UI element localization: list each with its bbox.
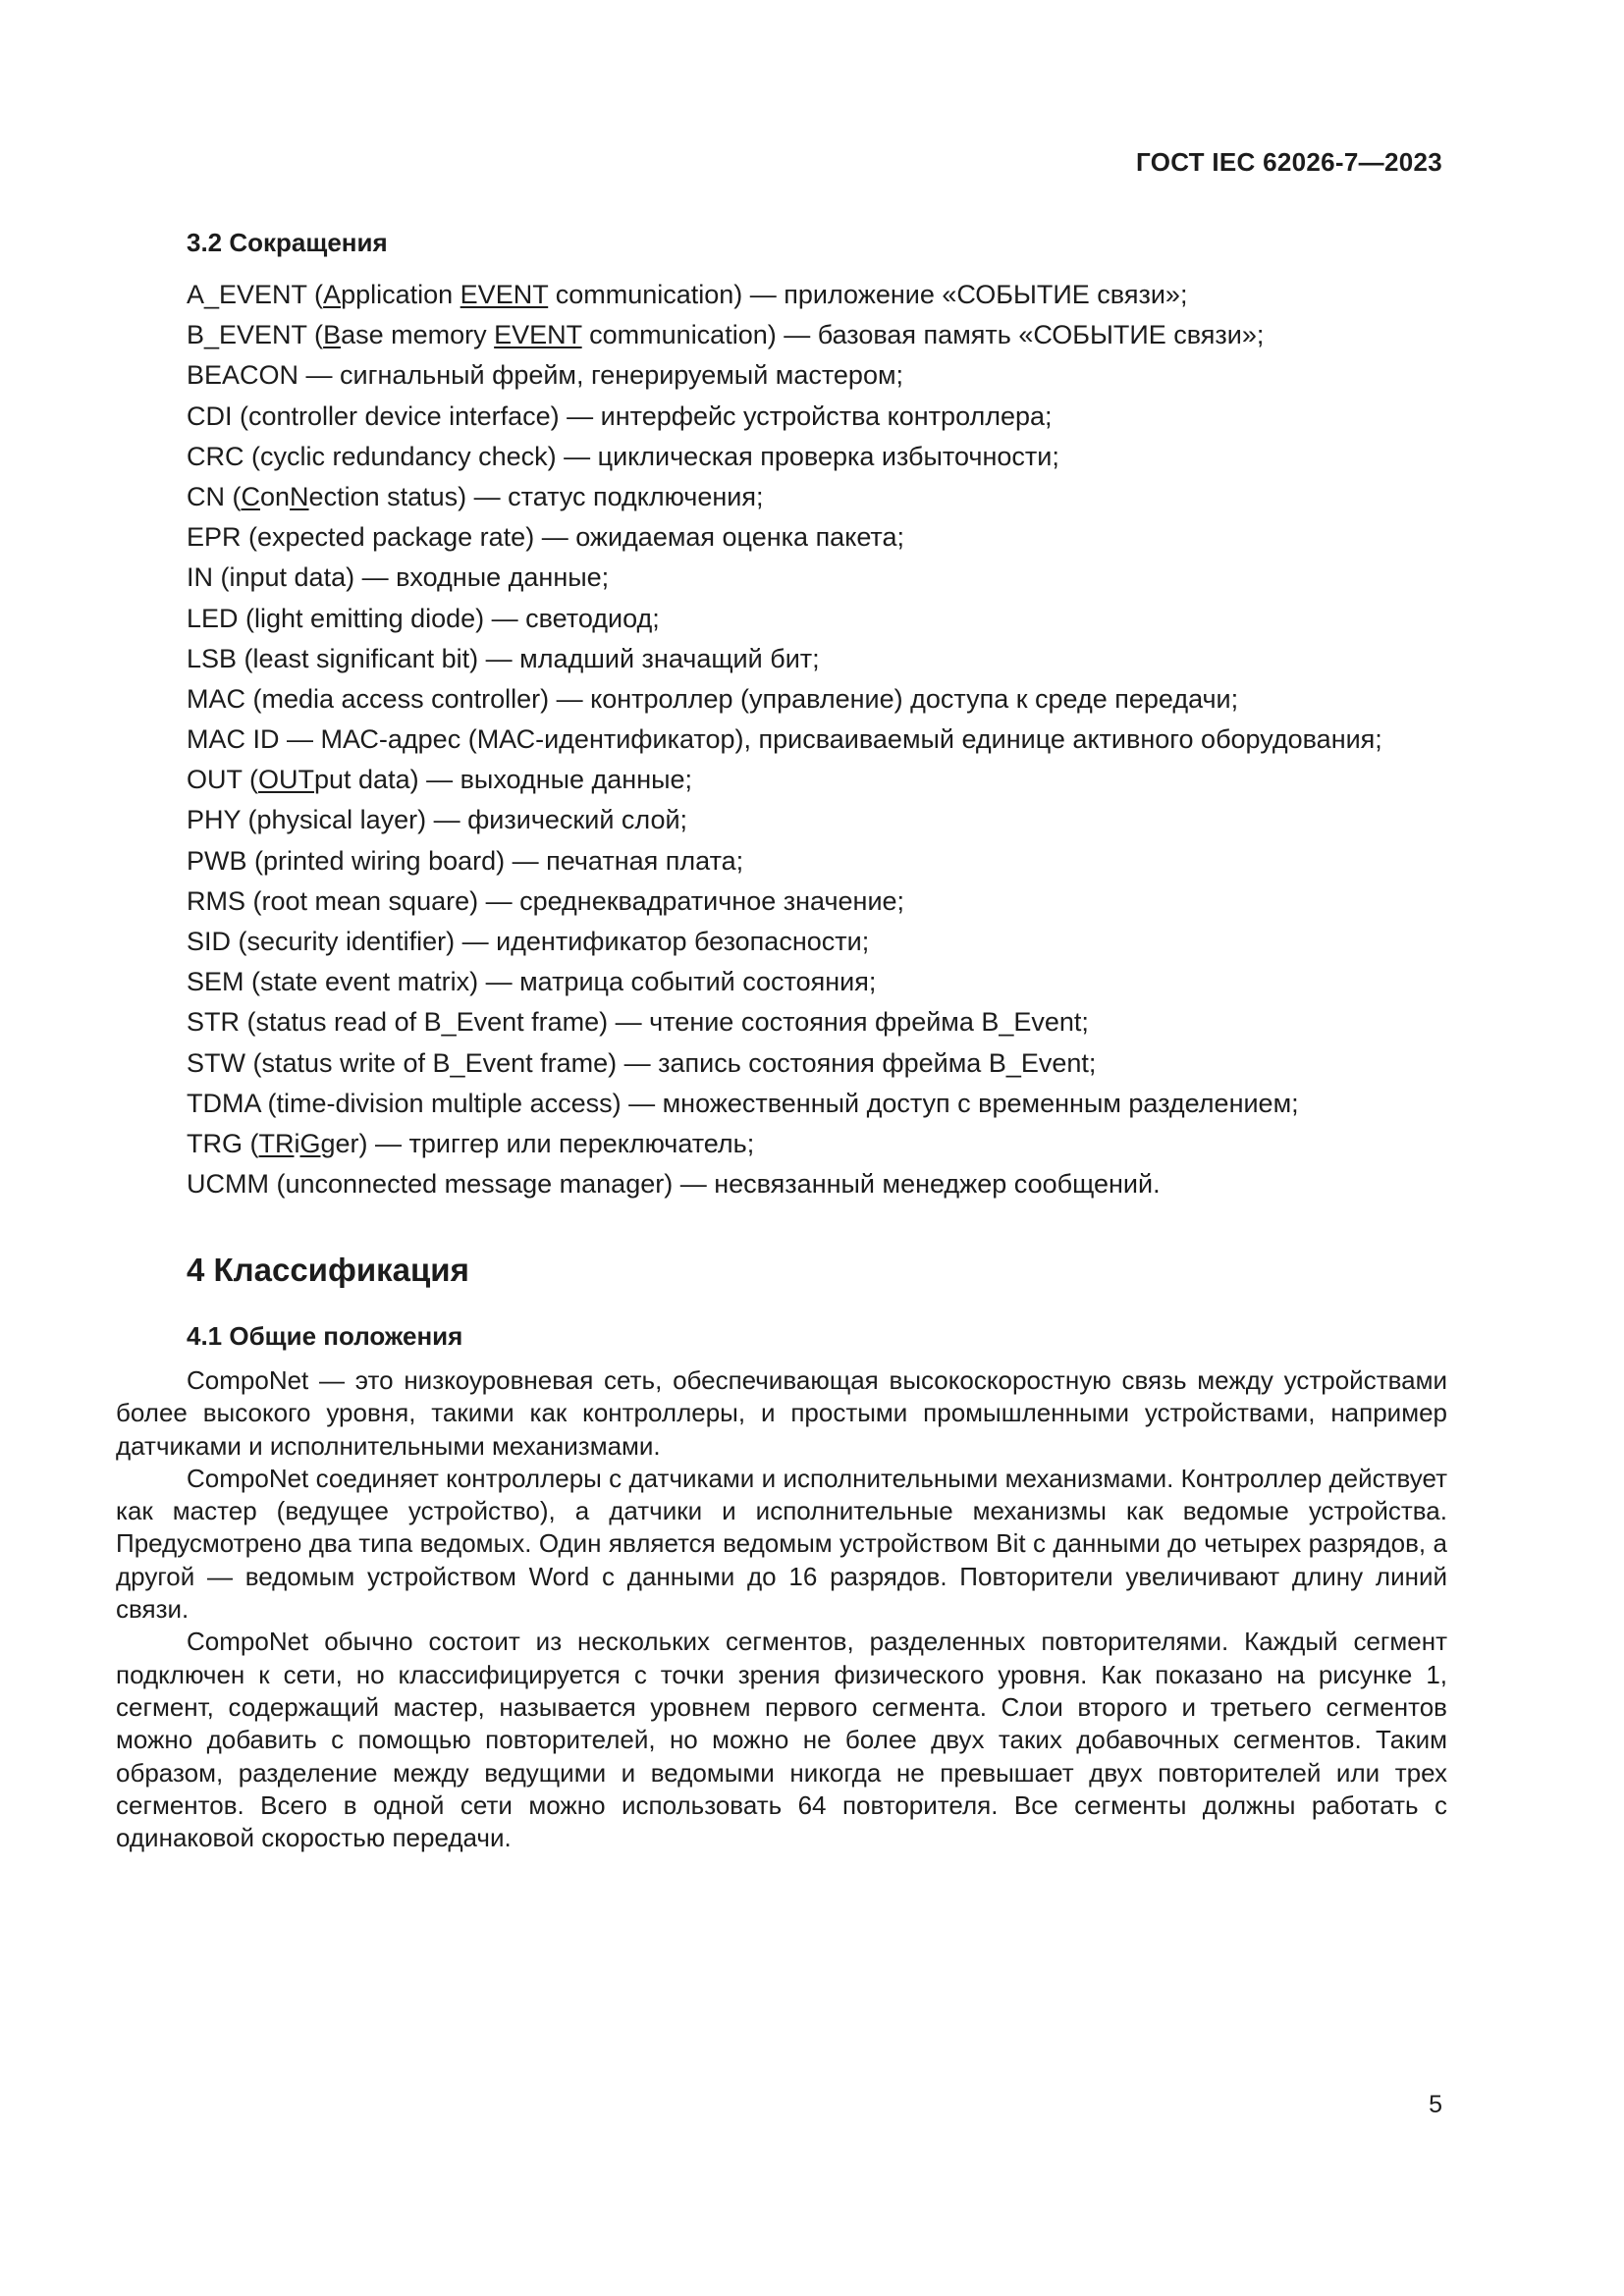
abbreviation-text: PWB (printed wiring board) — печатная плата; — [187, 845, 744, 876]
section-heading-general: 4.1 Общие положения — [187, 1321, 463, 1351]
abbreviation-item — [187, 477, 1453, 517]
abbreviation-text: SEM (state event matrix) — матрица событий состояния; — [187, 967, 877, 997]
abbreviation-text: on — [260, 481, 291, 511]
abbreviation-underlined-letters: TR — [258, 1128, 295, 1158]
abbreviation-text: TRG ( — [187, 1128, 259, 1158]
abbreviation-item — [187, 355, 1453, 396]
abbreviation-item — [187, 1043, 1453, 1084]
section-heading-abbreviations: 3.2 Сокращения — [187, 228, 388, 257]
abbreviation-text: put data) — выходные данные; — [314, 765, 693, 795]
abbreviation-text: CDI (controller device interface) — интерфейс устройства контроллера; — [187, 400, 1053, 431]
abbreviation-text: A_EVENT ( — [187, 280, 324, 309]
abbreviation-text: STW (status write of B_Event frame) — запись состояния фрейма B_Event; — [187, 1047, 1097, 1078]
abbreviation-text: CN ( — [187, 481, 242, 511]
abbreviation-item — [187, 639, 1453, 679]
paragraph: CompoNet обычно состоит из нескольких сегментов, разделенных повторителями. Каждый сегмент подключен к сети, но классифицируется с точки зрения физического уровня. Как показано на рисунке 1, сегмент, содержащий мастер, называется уровнем первого сегмента. Слои второго и третьего сегментов можно добавить с помощью повторителей, но можно не более двух таких добавочных сегментов. Таким образом, разделение между ведущими и ведомыми никогда не превышает двух повторителей или трех сегментов. Всего в одной сети можно использовать 64 повторителя. Все сегменты должны работать с одинаковой скоростью передачи. — [116, 1627, 1447, 1853]
abbreviation-text: UCMM (unconnected message manager) — несвязанный менеджер сообщений. — [187, 1169, 1161, 1200]
abbreviation-text: ase memory — [341, 320, 495, 350]
abbreviation-text: TDMA (time-division multiple access) — множественный доступ с временным разделением; — [187, 1088, 1299, 1118]
abbreviation-text: SID (security identifier) — идентификатор безопасности; — [187, 927, 870, 956]
abbreviation-underlined-letters: OUT — [258, 765, 314, 795]
abbreviation-text: MAC (media access controller) — контроллер (управление) доступа к среде передачи; — [187, 683, 1239, 714]
abbreviation-text: CRC (cyclic redundancy check) — циклическая проверка избыточности; — [187, 441, 1059, 471]
abbreviation-item — [187, 841, 1453, 881]
abbreviation-underlined-letters: C — [241, 481, 260, 511]
abbreviation-text: communication) — базовая память «СОБЫТИЕ связи»; — [581, 320, 1265, 350]
abbreviation-item — [187, 1002, 1453, 1042]
body-text — [116, 1364, 1447, 1854]
page-number: 5 — [1429, 2091, 1442, 2118]
abbreviation-text: IN (input data) — входные данные; — [187, 562, 610, 593]
abbreviation-underlined-letters: B — [323, 320, 342, 350]
abbreviation-text: B_EVENT ( — [187, 320, 324, 350]
abbreviation-item — [187, 1124, 1453, 1164]
abbreviation-text: MAC ID — МАС-адрес (МАС-идентификатор), присваиваемый единице активного оборудования; — [187, 724, 1382, 755]
abbreviation-item — [187, 599, 1453, 639]
abbreviation-text: pplication — [341, 280, 460, 309]
abbreviation-item — [187, 881, 1453, 922]
abbreviation-text: communication) — приложение «СОБЫТИЕ связи»; — [548, 280, 1188, 309]
abbreviation-text: LSB (least significant bit) — младший значащий бит; — [187, 643, 820, 673]
abbreviation-item — [187, 558, 1453, 598]
abbreviation-underlined-letters: EVENT — [460, 280, 549, 309]
abbreviation-text: STR (status read of B_Event frame) — чтение состояния фрейма B_Event; — [187, 1007, 1089, 1038]
abbreviation-item — [187, 800, 1453, 840]
abbreviation-underlined-letters: A — [323, 280, 342, 309]
abbreviation-text: OUT ( — [187, 765, 258, 795]
abbreviation-item — [187, 437, 1453, 477]
abbreviation-item — [187, 1164, 1453, 1204]
abbreviation-text: ection status) — статус подключения; — [308, 481, 764, 511]
abbreviation-text: ger) — триггер или переключатель; — [320, 1128, 755, 1158]
abbreviation-underlined-letters: N — [290, 481, 309, 511]
chapter-heading-classification: 4 Классификация — [187, 1252, 469, 1288]
abbreviation-item — [187, 720, 1453, 760]
abbreviation-underlined-letters: G — [299, 1128, 321, 1158]
abbreviation-text: LED (light emitting diode) — светодиод; — [187, 603, 660, 633]
abbreviation-item — [187, 275, 1453, 315]
abbreviation-text: RMS (root mean square) — среднеквадратичное значение; — [187, 885, 905, 916]
paragraph: CompoNet — это низкоуровневая сеть, обеспечивающая высокоскоростную связь между устройствами более высокого уровня, такими как контроллеры, и простыми промышленными устройствами, например датчиками и исполнительными механизмами. — [116, 1365, 1447, 1461]
abbreviation-item — [187, 315, 1453, 355]
abbreviation-item — [187, 962, 1453, 1002]
abbreviation-text: EPR (expected package rate) — ожидаемая оценка пакета; — [187, 522, 905, 553]
abbreviations-list — [187, 275, 1453, 1204]
abbreviation-item — [187, 1084, 1453, 1124]
abbreviation-text: BEACON — сигнальный фрейм, генерируемый мастером; — [187, 360, 904, 391]
abbreviation-item — [187, 679, 1453, 720]
abbreviation-item — [187, 517, 1453, 558]
abbreviation-text: i — [294, 1128, 300, 1158]
abbreviation-underlined-letters: EVENT — [494, 320, 582, 350]
abbreviation-item — [187, 760, 1453, 800]
abbreviation-text: PHY (physical layer) — физический слой; — [187, 805, 688, 835]
abbreviation-item — [187, 397, 1453, 437]
paragraph: CompoNet соединяет контроллеры с датчиками и исполнительными механизмами. Контроллер действует как мастер (ведущее устройство), а датчики и исполнительные механизмы как ведомые устройства. Предусмотрено два типа ведомых. Один является ведомым устройством Bit с данными до четырех разрядов, а другой — ведомым устройством Word с данными до 16 разрядов. Повторители увеличивают длину линий связи. — [116, 1463, 1447, 1625]
document-standard-id: ГОСТ IEC 62026-7—2023 — [1136, 147, 1442, 177]
abbreviation-item — [187, 922, 1453, 962]
